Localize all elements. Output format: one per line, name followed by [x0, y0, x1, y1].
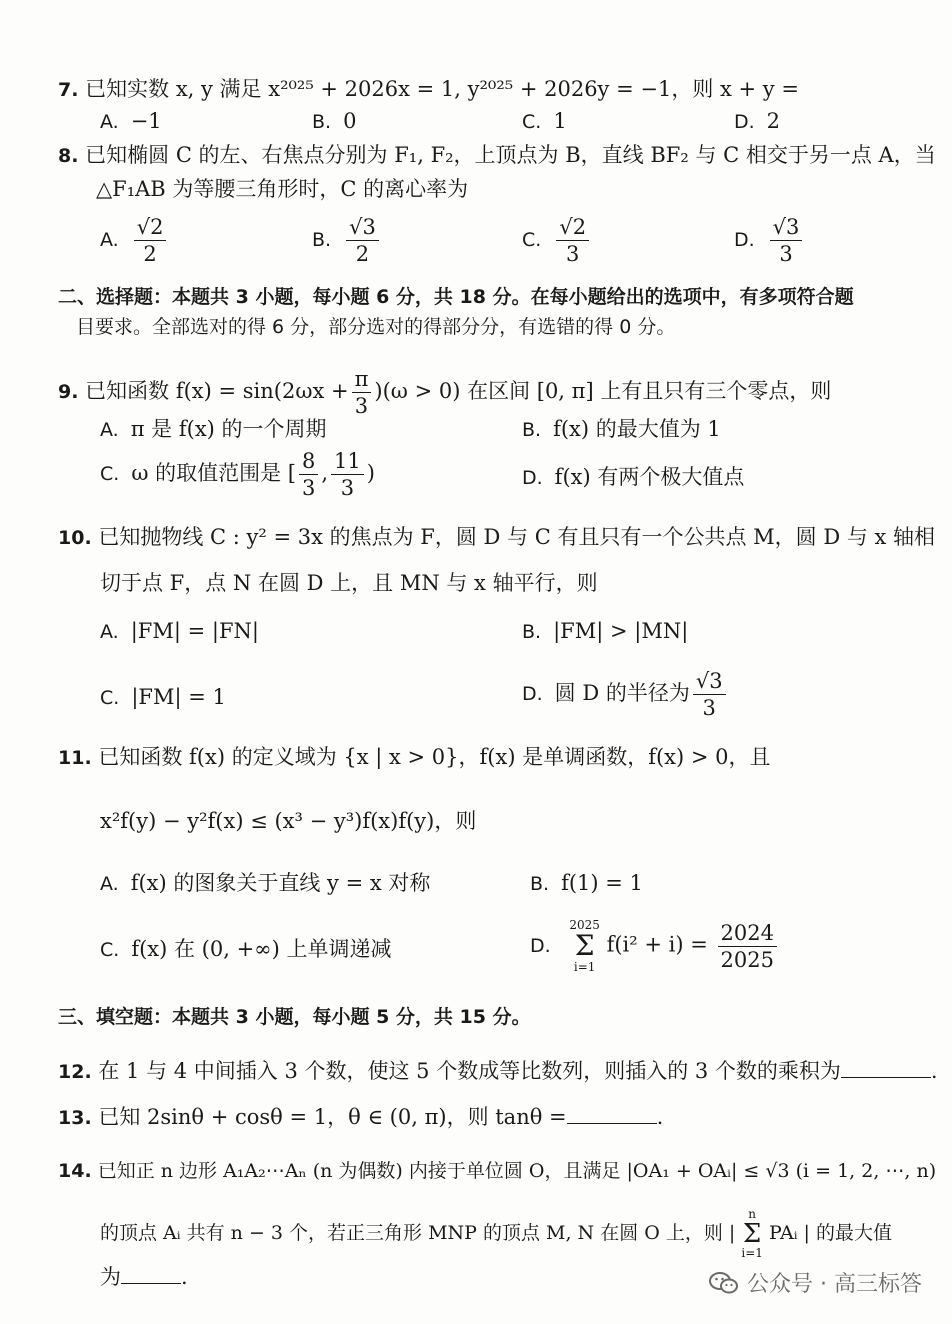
q9-stem: 9. 已知函数 f(x) = sin(2ωx + $\frac{\pi}{3}$ )(ω > 0) 在区间 [0, π] 上有且只有三个零点，则: [58, 367, 832, 418]
fraction: $\frac{\pi}{3}$: [352, 366, 372, 419]
q11-option-b: B. f(1) = 1: [530, 871, 643, 895]
q14-stem-line3: 为 .: [100, 1265, 188, 1289]
q8-option-c: C. $\frac{√2}{3}$: [522, 214, 592, 267]
q7-stem: [58, 74, 799, 105]
q8-option-d: D. $\frac{√3}{3}$: [734, 214, 805, 267]
q10-stem-line2: 切于点 F，点 N 在圆 D 上，且 MN 与 x 轴平行，则: [100, 571, 598, 595]
q14-number: 14.: [58, 1160, 92, 1182]
fraction: $\frac{8}{3}$: [299, 448, 318, 501]
summation: 2025 Σ i=1: [569, 918, 600, 974]
q7-number: 7.: [58, 79, 79, 101]
answer-blank[interactable]: [121, 1263, 181, 1284]
q14-stem-line2: 的顶点 Aᵢ 共有 n − 3 个，若正三角形 MNP 的顶点 M, N 在圆 O 上，则 | n Σ i=1 PAᵢ | 的最大值: [100, 1207, 893, 1260]
q11-option-d: D. 2025 Σ i=1 f(i² + i) = $\frac{2024}{2025}$: [530, 918, 780, 974]
q7-option-d: D. 2: [734, 109, 781, 133]
sigma-symbol: Σ: [574, 929, 595, 962]
sigma-symbol: Σ: [742, 1219, 762, 1249]
q10-option-d: D. 圆 D 的半径为 $\frac{√3}{3}$: [522, 668, 729, 721]
wechat-icon: [709, 1271, 739, 1295]
q7-text: 已知实数 x, y 满足 x²⁰²⁵ + 2026x = 1, y²⁰²⁵ + 2026y = −1，则 x + y =: [85, 77, 799, 101]
fraction: $\frac{√3}{3}$: [693, 668, 726, 721]
q11-stem-line2: x²f(y) − y²f(x) ≤ (x³ − y³)f(x)f(y)，则: [100, 809, 477, 833]
q12-number: 12.: [58, 1061, 92, 1083]
q10-number: 10.: [58, 527, 92, 549]
q11-option-a: A. f(x) 的图象关于直线 y = x 对称: [100, 871, 431, 895]
watermark: 公众号 · 高三标答: [709, 1267, 922, 1298]
answer-blank[interactable]: [841, 1057, 931, 1078]
q9-option-c: C. ω 的取值范围是 [ $\frac{8}{3}$ , $\frac{11}{3}$ ): [100, 449, 375, 500]
fraction: $\frac{√2}{3}$: [556, 214, 589, 267]
fraction: $\frac{√2}{2}$: [134, 214, 167, 267]
q10-option-b: B. |FM| > |MN|: [522, 619, 689, 643]
q8-option-b: B. $\frac{√3}{2}$: [312, 214, 382, 267]
fraction: $\frac{2024}{2025}$: [718, 920, 777, 973]
answer-blank[interactable]: [567, 1103, 657, 1124]
q10-stem-line1: 10. 已知抛物线 C : y² = 3x 的焦点为 F，圆 D 与 C 有且只有一个公共点 M，圆 D 与 x 轴相: [58, 525, 936, 549]
q8-stem-line1: 8. 已知椭圆 C 的左、右焦点分别为 F₁, F₂，上顶点为 B，直线 BF₂ 与 C 相交于另一点 A，当: [58, 143, 936, 167]
section2-heading-line1: 二、选择题：本题共 3 小题，每小题 6 分，共 18 分。在每小题给出的选项中，有多项符合题: [58, 286, 854, 308]
q9-number: 9.: [58, 381, 79, 403]
q8-option-a: A. $\frac{√2}{2}$: [100, 214, 169, 267]
q7-option-c: C. 1: [522, 109, 567, 133]
q10-option-c: C. |FM| = 1: [100, 685, 226, 709]
q10-option-a: A. |FM| = |FN|: [100, 619, 259, 643]
q14-stem-line1: 14. 已知正 n 边形 A₁A₂⋯Aₙ (n 为偶数) 内接于单位圆 O，且满足 |OA₁ + OAᵢ| ≤ √3 (i = 1, 2, ⋯, n): [58, 1160, 937, 1182]
fraction: $\frac{√3}{2}$: [346, 214, 379, 267]
section3-heading: 三、填空题：本题共 3 小题，每小题 5 分，共 15 分。: [58, 1006, 531, 1028]
q8-stem-line2: △F₁AB 为等腰三角形时，C 的离心率为: [96, 177, 469, 201]
q7-option-b: B. 0: [312, 109, 357, 133]
q11-option-c: C. f(x) 在 (0, +∞) 上单调递减: [100, 937, 392, 961]
q9-option-a: A. π 是 f(x) 的一个周期: [100, 417, 327, 441]
q8-number: 8.: [58, 145, 79, 167]
q12-stem: 12. 在 1 与 4 中间插入 3 个数，使这 5 个数成等比数列，则插入的 3 个数的乘积为 .: [58, 1059, 938, 1083]
q11-stem-line1: 11. 已知函数 f(x) 的定义域为 {x | x > 0}，f(x) 是单调函数，f(x) > 0，且: [58, 745, 771, 769]
fraction: $\frac{√3}{3}$: [770, 214, 803, 267]
q9-option-b: B. f(x) 的最大值为 1: [522, 417, 721, 441]
fraction: $\frac{11}{3}$: [331, 448, 364, 501]
q13-number: 13.: [58, 1107, 92, 1129]
q11-number: 11.: [58, 747, 92, 769]
section2-heading-line2: 目要求。全部选对的得 6 分，部分选对的得部分分，有选错的得 0 分。: [76, 316, 676, 338]
q13-stem: 13. 已知 2sinθ + cosθ = 1，θ ∈ (0, π)，则 tanθ = .: [58, 1105, 664, 1129]
q7-option-a: A. −1: [100, 109, 162, 133]
summation: n Σ i=1: [741, 1207, 763, 1260]
q9-option-d: D. f(x) 有两个极大值点: [522, 465, 745, 489]
